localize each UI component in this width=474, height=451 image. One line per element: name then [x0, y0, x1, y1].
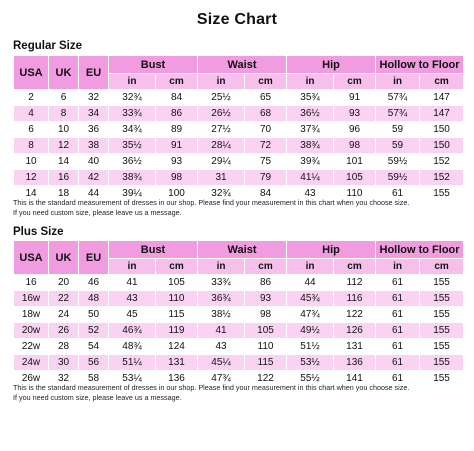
cell-waist-cm: 84 — [245, 186, 287, 202]
cell-uk: 28 — [49, 339, 79, 355]
header-usa: USA — [14, 56, 49, 90]
cell-usa: 20w — [14, 323, 49, 339]
cell-bust-cm: 136 — [156, 371, 198, 387]
cell-waist-in: 36¾ — [198, 291, 245, 307]
cell-usa: 12 — [14, 170, 49, 186]
cell-waist-cm: 98 — [245, 307, 287, 323]
cell-hollow-cm: 155 — [420, 275, 464, 291]
header-usa: USA — [14, 241, 49, 275]
cell-eu: 54 — [79, 339, 109, 355]
cell-uk: 24 — [49, 307, 79, 323]
cell-hip-cm: 98 — [334, 138, 376, 154]
table-row — [14, 355, 464, 371]
cell-uk: 16 — [49, 170, 79, 186]
cell-eu: 50 — [79, 307, 109, 323]
table-row — [14, 323, 464, 339]
cell-eu: 34 — [79, 106, 109, 122]
cell-waist-cm: 79 — [245, 170, 287, 186]
cell-hollow-cm: 152 — [420, 154, 464, 170]
header-bust: Bust — [109, 56, 198, 74]
cell-eu: 56 — [79, 355, 109, 371]
cell-hollow-in: 61 — [376, 275, 420, 291]
header-cm: cm — [420, 259, 464, 275]
cell-hollow-in: 61 — [376, 371, 420, 387]
cell-bust-cm: 100 — [156, 186, 198, 202]
cell-usa: 22w — [14, 339, 49, 355]
cell-waist-in: 45¼ — [198, 355, 245, 371]
cell-bust-cm: 124 — [156, 339, 198, 355]
cell-hip-cm: 136 — [334, 355, 376, 371]
cell-uk: 10 — [49, 122, 79, 138]
table-row — [14, 138, 464, 154]
cell-hip-in: 35¾ — [287, 90, 334, 106]
table-row — [14, 106, 464, 122]
cell-hip-cm: 122 — [334, 307, 376, 323]
cell-uk: 20 — [49, 275, 79, 291]
header-cm: cm — [245, 259, 287, 275]
header-in: in — [198, 259, 245, 275]
cell-hollow-in: 57¾ — [376, 106, 420, 122]
cell-bust-cm: 115 — [156, 307, 198, 323]
plus-size-label: Plus Size — [13, 226, 64, 238]
cell-hip-in: 38¾ — [287, 138, 334, 154]
header-in: in — [109, 259, 156, 275]
cell-hollow-in: 61 — [376, 323, 420, 339]
cell-hollow-cm: 155 — [420, 371, 464, 387]
cell-hollow-cm: 155 — [420, 339, 464, 355]
cell-bust-in: 41 — [109, 275, 156, 291]
cell-waist-in: 47¾ — [198, 371, 245, 387]
regular-size-table — [13, 55, 464, 202]
cell-hip-in: 37¾ — [287, 122, 334, 138]
header-waist: Waist — [198, 56, 287, 74]
cell-waist-in: 31 — [198, 170, 245, 186]
cell-bust-in: 39¼ — [109, 186, 156, 202]
cell-usa: 18w — [14, 307, 49, 323]
cell-hip-cm: 93 — [334, 106, 376, 122]
cell-hollow-in: 61 — [376, 307, 420, 323]
header-hollow-to-floor: Hollow to Floor — [376, 56, 464, 74]
cell-bust-in: 46¾ — [109, 323, 156, 339]
cell-waist-cm: 110 — [245, 339, 287, 355]
cell-bust-cm: 105 — [156, 275, 198, 291]
cell-bust-in: 32¾ — [109, 90, 156, 106]
cell-hip-in: 41¼ — [287, 170, 334, 186]
plus-size-rows — [14, 275, 464, 387]
cell-hip-in: 43 — [287, 186, 334, 202]
cell-eu: 38 — [79, 138, 109, 154]
cell-eu: 44 — [79, 186, 109, 202]
cell-bust-in: 53¼ — [109, 371, 156, 387]
cell-hollow-cm: 155 — [420, 355, 464, 371]
cell-eu: 32 — [79, 90, 109, 106]
header-cm: cm — [334, 259, 376, 275]
cell-waist-in: 33¾ — [198, 275, 245, 291]
cell-hip-in: 45¾ — [287, 291, 334, 307]
cell-hip-cm: 141 — [334, 371, 376, 387]
cell-waist-cm: 105 — [245, 323, 287, 339]
header-bust: Bust — [109, 241, 198, 259]
cell-eu: 40 — [79, 154, 109, 170]
cell-hip-in: 55½ — [287, 371, 334, 387]
header-hollow-to-floor: Hollow to Floor — [376, 241, 464, 259]
cell-usa: 16 — [14, 275, 49, 291]
header-in: in — [198, 74, 245, 90]
cell-waist-cm: 86 — [245, 275, 287, 291]
cell-bust-cm: 98 — [156, 170, 198, 186]
cell-waist-in: 32¾ — [198, 186, 245, 202]
cell-uk: 18 — [49, 186, 79, 202]
table-row — [14, 122, 464, 138]
header-cm: cm — [245, 74, 287, 90]
cell-hollow-in: 61 — [376, 339, 420, 355]
cell-waist-in: 27½ — [198, 122, 245, 138]
header-eu: EU — [79, 241, 109, 275]
cell-waist-in: 38½ — [198, 307, 245, 323]
cell-eu: 58 — [79, 371, 109, 387]
header-in: in — [109, 74, 156, 90]
cell-hip-in: 53½ — [287, 355, 334, 371]
cell-bust-in: 45 — [109, 307, 156, 323]
header-uk: UK — [49, 56, 79, 90]
page-title: Size Chart — [196, 11, 278, 28]
cell-uk: 8 — [49, 106, 79, 122]
cell-bust-cm: 131 — [156, 355, 198, 371]
header-in: in — [287, 259, 334, 275]
cell-hollow-in: 61 — [376, 291, 420, 307]
cell-usa: 4 — [14, 106, 49, 122]
cell-bust-cm: 84 — [156, 90, 198, 106]
table-row — [14, 90, 464, 106]
note-custom-size: If you need custom size, please leave us a message. — [13, 208, 182, 217]
cell-waist-cm: 70 — [245, 122, 287, 138]
cell-waist-cm: 68 — [245, 106, 287, 122]
cell-hollow-cm: 155 — [420, 291, 464, 307]
cell-bust-cm: 93 — [156, 154, 198, 170]
cell-bust-in: 43 — [109, 291, 156, 307]
cell-bust-in: 33¾ — [109, 106, 156, 122]
cell-bust-cm: 86 — [156, 106, 198, 122]
cell-hollow-cm: 147 — [420, 106, 464, 122]
cell-bust-in: 38¾ — [109, 170, 156, 186]
cell-hip-cm: 110 — [334, 186, 376, 202]
cell-hollow-cm: 155 — [420, 307, 464, 323]
cell-hip-in: 39¾ — [287, 154, 334, 170]
plus-size-table — [13, 240, 464, 387]
cell-usa: 24w — [14, 355, 49, 371]
cell-usa: 8 — [14, 138, 49, 154]
cell-usa: 14 — [14, 186, 49, 202]
cell-eu: 42 — [79, 170, 109, 186]
table-row — [14, 170, 464, 186]
cell-usa: 6 — [14, 122, 49, 138]
header-cm: cm — [420, 74, 464, 90]
header-cm: cm — [156, 74, 198, 90]
cell-waist-in: 29¼ — [198, 154, 245, 170]
cell-waist-cm: 93 — [245, 291, 287, 307]
cell-waist-in: 25½ — [198, 90, 245, 106]
cell-bust-in: 48¾ — [109, 339, 156, 355]
cell-bust-in: 34¾ — [109, 122, 156, 138]
cell-uk: 22 — [49, 291, 79, 307]
cell-hollow-cm: 152 — [420, 170, 464, 186]
cell-uk: 14 — [49, 154, 79, 170]
cell-hip-cm: 101 — [334, 154, 376, 170]
table-row — [14, 154, 464, 170]
cell-hip-in: 36½ — [287, 106, 334, 122]
cell-hip-in: 51½ — [287, 339, 334, 355]
header-in: in — [376, 259, 420, 275]
cell-hip-cm: 96 — [334, 122, 376, 138]
header-waist: Waist — [198, 241, 287, 259]
cell-hollow-cm: 150 — [420, 138, 464, 154]
note-standard-measurement: This is the standard measurement of dresses in our shop. Please find your measurement in this chart when you choose size. — [13, 383, 410, 392]
cell-hollow-cm: 155 — [420, 186, 464, 202]
table-row — [14, 275, 464, 291]
cell-hip-cm: 116 — [334, 291, 376, 307]
cell-waist-in: 43 — [198, 339, 245, 355]
note-custom-size: If you need custom size, please leave us a message. — [13, 393, 182, 402]
header-in: in — [287, 74, 334, 90]
header-cm: cm — [156, 259, 198, 275]
header-hip: Hip — [287, 56, 376, 74]
cell-hollow-in: 59 — [376, 122, 420, 138]
cell-usa: 2 — [14, 90, 49, 106]
cell-hip-cm: 131 — [334, 339, 376, 355]
cell-uk: 26 — [49, 323, 79, 339]
cell-bust-cm: 110 — [156, 291, 198, 307]
cell-usa: 16w — [14, 291, 49, 307]
header-eu: EU — [79, 56, 109, 90]
cell-bust-in: 36½ — [109, 154, 156, 170]
cell-hip-in: 47¾ — [287, 307, 334, 323]
header-uk: UK — [49, 241, 79, 275]
cell-hollow-in: 57¾ — [376, 90, 420, 106]
cell-bust-in: 51¼ — [109, 355, 156, 371]
cell-waist-cm: 115 — [245, 355, 287, 371]
cell-bust-cm: 119 — [156, 323, 198, 339]
table-row — [14, 339, 464, 355]
header-cm: cm — [334, 74, 376, 90]
cell-hip-cm: 112 — [334, 275, 376, 291]
note-standard-measurement: This is the standard measurement of dresses in our shop. Please find your measurement in this chart when you choose size. — [13, 198, 410, 207]
cell-uk: 30 — [49, 355, 79, 371]
cell-uk: 32 — [49, 371, 79, 387]
cell-bust-cm: 91 — [156, 138, 198, 154]
cell-waist-cm: 72 — [245, 138, 287, 154]
cell-eu: 46 — [79, 275, 109, 291]
cell-hip-cm: 91 — [334, 90, 376, 106]
cell-bust-cm: 89 — [156, 122, 198, 138]
regular-size-rows — [14, 90, 464, 202]
cell-waist-in: 41 — [198, 323, 245, 339]
cell-hollow-cm: 155 — [420, 323, 464, 339]
cell-hip-in: 44 — [287, 275, 334, 291]
cell-hollow-in: 59 — [376, 138, 420, 154]
cell-usa: 10 — [14, 154, 49, 170]
cell-uk: 6 — [49, 90, 79, 106]
cell-hollow-cm: 147 — [420, 90, 464, 106]
table-row — [14, 307, 464, 323]
cell-usa: 26w — [14, 371, 49, 387]
cell-eu: 48 — [79, 291, 109, 307]
header-in: in — [376, 74, 420, 90]
cell-waist-cm: 75 — [245, 154, 287, 170]
cell-hip-cm: 105 — [334, 170, 376, 186]
cell-uk: 12 — [49, 138, 79, 154]
cell-hollow-in: 61 — [376, 355, 420, 371]
cell-eu: 36 — [79, 122, 109, 138]
cell-hollow-cm: 150 — [420, 122, 464, 138]
cell-hollow-in: 61 — [376, 186, 420, 202]
cell-waist-in: 26½ — [198, 106, 245, 122]
header-hip: Hip — [287, 241, 376, 259]
cell-eu: 52 — [79, 323, 109, 339]
cell-hollow-in: 59½ — [376, 154, 420, 170]
cell-waist-cm: 65 — [245, 90, 287, 106]
regular-size-label: Regular Size — [13, 40, 83, 52]
cell-waist-cm: 122 — [245, 371, 287, 387]
cell-bust-in: 35½ — [109, 138, 156, 154]
table-row — [14, 291, 464, 307]
cell-hollow-in: 59½ — [376, 170, 420, 186]
cell-hip-in: 49½ — [287, 323, 334, 339]
cell-waist-in: 28¼ — [198, 138, 245, 154]
cell-hip-cm: 126 — [334, 323, 376, 339]
